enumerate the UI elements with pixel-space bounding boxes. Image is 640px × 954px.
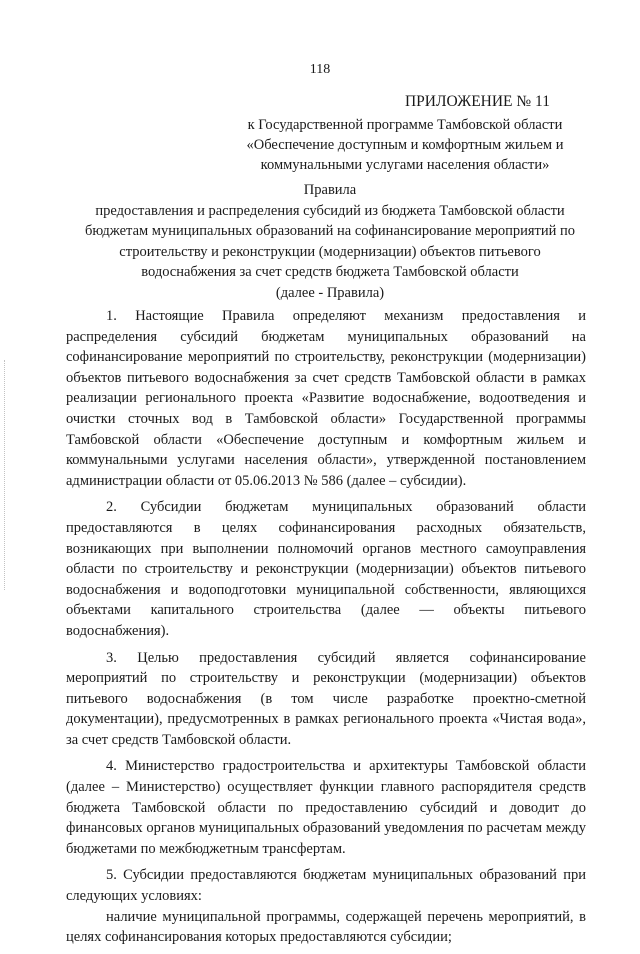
paragraph-3: 3. Целью предоставления субсидий является софинансирование мероприятий по строительству и реконструкции (модернизации) объектов питьевого водоснабжения (в том числе разработке проектно-сметной документации), предусмотренных в рамках регионального проекта «Чистая вода», за счет средств Тамбовской области. (66, 649, 586, 748)
rules-subtitle-line: строительству и реконструкции (модернизации) объектов питьевого (119, 243, 541, 260)
paragraph-2: 2. Субсидии бюджетам муниципальных образований области предоставляются в целях софинансирования расходных обязательств, возникающих при выполнении полномочий органов местного самоуправления области по строительству и реконструкции (модернизации) объектов питьевого водоснабжения и водоподготовки муниципальной собственности, являющихся объектами капитального строительства (далее — объекты питьевого водоснабжения). (66, 499, 586, 639)
paragraph-5: 5. Субсидии предоставляются бюджетам муниципальных образований при следующих условиях: (66, 867, 586, 905)
appendix-block (200, 92, 610, 175)
rules-title: Правила (303, 182, 357, 198)
rules-subtitle-line: водоснабжения за счет средств бюджета Тамбовской области (141, 264, 519, 280)
rules-subtitle-line: бюджетам муниципальных образований на софинансирование мероприятий по (84, 223, 576, 239)
scan-margin-marks (4, 360, 11, 590)
rules-heading (60, 180, 600, 303)
appendix-line: к Государственной программе Тамбовской области (247, 117, 563, 133)
document-body (66, 306, 586, 954)
rules-subtitle-line: предоставления и распределения субсидий из бюджета Тамбовской области (95, 202, 565, 219)
paragraph-4: 4. Министерство градостроительства и архитектуры Тамбовской области (далее – Министерство) осуществляет функции главного распорядителя средств бюджета Тамбовской области по предоставлению субсидий и доводит до финансовых органов муниципальных образований уведомления по расчетам между бюджетами по межбюджетным трансфертам. (66, 758, 586, 857)
rules-subtitle-line: (далее - Правила) (275, 284, 385, 301)
page-number: 118 (309, 62, 331, 77)
appendix-line: коммунальными услугами населения области» (260, 157, 550, 173)
appendix-title: ПРИЛОЖЕНИЕ № 11 (404, 93, 550, 110)
paragraph-5-condition: наличие муниципальной программы, содержащей перечень мероприятий, в целях софинансирования которых предоставляются субсидии; (66, 908, 586, 946)
appendix-line: «Обеспечение доступным и комфортным жильем и (246, 137, 564, 153)
paragraph-1: 1. Настоящие Правила определяют механизм предоставления и распределения субсидий бюджетам муниципальных образований на софинансирование мероприятий по строительству, реконструкции (модернизации) объектов питьевого водоснабжения за счет средств Тамбовской области в рамках реализации регионального проекта «Развитие водоснабжение, водоотведения и очистки сточных вод в Тамбовской области» Государственной программы Тамбовской области «Обеспечение доступным и комфортным жильем и коммунальными услугами населения области», утвержденной постановлением администрации области от 05.06.2013 № 586 (далее – субсидии). (66, 308, 586, 489)
